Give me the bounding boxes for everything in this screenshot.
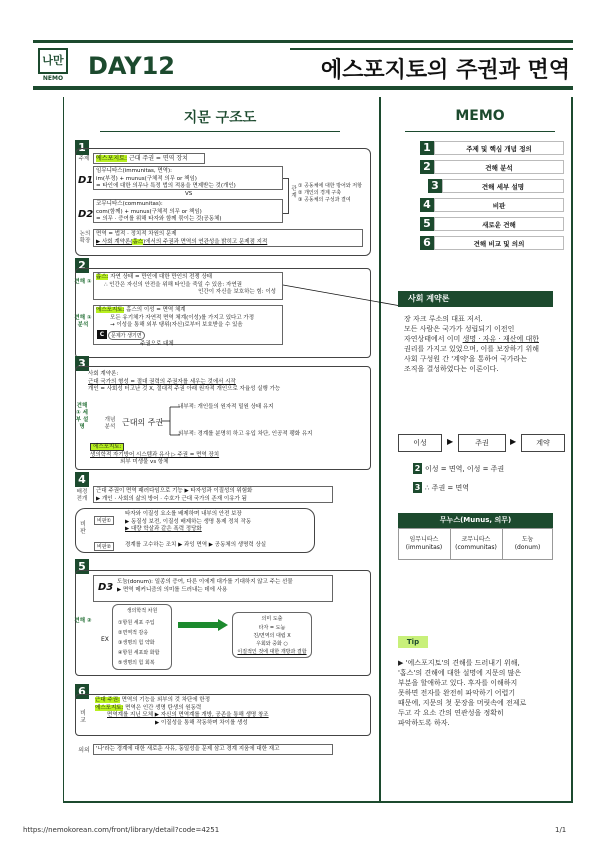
modern-sovereignty: 근대의 주권	[122, 418, 164, 427]
arrow-to-meaning	[178, 619, 228, 631]
compare-text: 근대 주권: 면역의 기능을 외부의 것 차단에 한정 에스포지토: 면역은 인간 생명 탄생의 원동력 면역계를 지닌 모체 ▶ 자신의 면역계를 개방, 공존을 통해 생명 창조 ▶ 이질성을 통해 작동하며 차이를 생성	[95, 697, 269, 726]
topic-box: 에스포지토: 근대 주권 = 면역 장치	[93, 153, 205, 164]
eq3-text: ∴ 주권 = 면역	[425, 484, 470, 492]
tip-text: ▶ '에스포지토'의 견해를 드러내기 위해, '홉스'의 견해에 대한 설명에 지문의 많은 부분을 할애하고 있다. 후자를 이해하지 못하면 전자를 완전히 파악하기 어렵기 때문에, 지문의 첫 문장을 머릿속에 전제로 두고 각 요소 간의 연관성을 정확히 파악하도록 하자.	[398, 659, 527, 727]
header-top-rule	[33, 40, 573, 43]
background-box: 근대 주권이 면역 패러다임으로 기능 ▶ 타자성과 이질성의 위험화 ▶ 개인 · 사회의 삶의 방어 · 수호가 근대 국가의 존재 이유가 됨	[93, 486, 333, 503]
vs-label: VS	[185, 191, 193, 197]
critique1-tag: 비판①	[94, 516, 114, 525]
relation-label: 관계	[291, 186, 297, 199]
compare-label: 비교	[80, 710, 86, 724]
flow-sovereignty: 주권	[458, 434, 506, 452]
section-4-badge: 4	[75, 472, 89, 487]
eq3-badge: 3	[414, 483, 421, 492]
internal-aspect: 내부적: 개인들의 원자적 밀원 상태 유지	[178, 404, 274, 410]
page-bottom-rule	[63, 801, 573, 803]
flow-arrow-1: ▶	[447, 437, 454, 446]
social-contract-title: 사회 계약론	[398, 291, 553, 307]
d1-label: D1	[78, 175, 94, 186]
logo-caption: NEMO	[42, 75, 64, 82]
structure-heading: 지문 구조도	[183, 110, 257, 126]
tip-badge: Tip	[398, 636, 428, 648]
munus-immunitas: 임무니타스 (immunitas)	[405, 536, 443, 551]
view1-detail-label: 견해 ① 세부 설명	[75, 403, 89, 430]
d3-label: D3	[98, 582, 114, 593]
social-contract-desc: 장 자크 루소의 대표 저서. 모든 사람은 국가가 성립되기 이전인 자연상태에서 이미 생명 · 자유 · 재산에 대한 권리를 가지고 있었으며, 이를 보장하기 위해 사회 구성원 간 '계약'을 통하여 국가라는 조직을 결성하였다는 이론이다.	[404, 315, 540, 373]
critique2-text: 경계를 고수하는 조치 ▶ 과잉 면역 ▶ 공동체의 생명력 상실	[125, 542, 267, 548]
flow-reason: 이성	[398, 434, 442, 452]
munus-title: 무누스(Munus, 의무)	[398, 513, 553, 528]
biomedical-steps: ①항원 세포 주입 ②면역적 감응 ③생명의 힘 약화 ④항원 세포와 화합 ⑤생명의 힘 회복	[118, 620, 160, 666]
issue-label: 논의 확장	[79, 231, 91, 244]
section-5-badge: 5	[75, 559, 89, 574]
biomedical-title: 생의학적 차원	[126, 608, 158, 614]
c-badge: C	[97, 330, 107, 339]
hobbes-box: 홉스: 자연 상태 = 만인에 대한 만인의 전쟁 상태 ∴ 인간은 자신의 안전을 위해 타인을 죽일 수 있음: 자연권 인간이 자신을 보호하는 힘: 이성	[93, 272, 283, 300]
relation-bracket	[283, 178, 289, 214]
d2-definition: 코무니타스(communitas): com(함께) + munus(구체적 의무 or 책임) = 의무 · 증여를 위해 타자와 함께 묶이는 것(공동체)	[93, 199, 283, 223]
concept-analysis-label: 개념 분석	[104, 417, 116, 430]
section-3-badge: 3	[75, 356, 89, 371]
critique1-text: 타자와 이질성 요소를 배제하며 내부의 안전 보장 ▶ 동질성 보전, 이질성 배제하는 생명 통제 정치 작동 ▶ 대량 학살과 같은 폭력 정당화	[125, 511, 252, 532]
esposito-immune-note: 에스포지토: 생의학적 자기방어 시스템과 유사 ▷ 주권 = 면역 장치 외부 미생물 vs 항체	[90, 444, 220, 465]
c-note: 문제가 생기면	[108, 331, 145, 340]
view1-analysis-label: 견해 ① 분석	[74, 315, 92, 328]
d1-definition: 임무니타스(immunitas, 면역): im(부정) + munus(구체적 의무 or 책임) = 타인에 대한 의무나 특정 법의 적용을 면제받는 것(개인)	[93, 166, 283, 190]
section-1-badge: 1	[75, 140, 89, 155]
significance-box: '나'라는 경계에 대한 새로운 사유, 동일성을 문제 삼고 경계 지움에 대한 재고	[93, 744, 333, 755]
nemo-logo	[38, 48, 68, 74]
d2-label: D2	[78, 209, 94, 220]
page-title: 에스포지토의 주권과 면역	[320, 58, 570, 83]
external-aspect: 외부적: 경계를 분명히 하고 유입 차단, 인공적 팽화 유지	[178, 431, 313, 437]
eq2-badge: 2	[414, 464, 421, 473]
d3-definition: 도눔(donum): 일종의 증여, 다른 이에게 대가를 기대하지 않고 주는 선물 ▶ 면역 메커니즘의 의미를 드러내는 데에 사용	[117, 579, 293, 593]
critique2-tag: 비판②	[94, 542, 114, 551]
significance-label: 의의	[78, 747, 90, 754]
meaning-items: 타자 = 도눔 친/면역의 대립 X 우회와 중화 ○ 이질적인 것에 대한 개방과 결합	[237, 625, 307, 655]
connector-social-contract	[283, 280, 408, 310]
footer-url[interactable]: https://nemokorean.com/front/library/detail?code=4251	[23, 826, 220, 834]
day-label: DAY12	[88, 52, 175, 80]
background-label: 배경 전개	[76, 489, 88, 502]
issue-box: 면역 = 법적 · 정치적 차원의 문제 ▶ 사회 계약론(홉스)에서의 주권과 면역의 연관성을 밝히고 문제점 지적	[93, 229, 363, 247]
flow-arrow-2: ▶	[510, 437, 517, 446]
view2-label: 견해 ②	[74, 618, 92, 624]
flow-contract: 계약	[521, 434, 565, 452]
section-6-badge: 6	[75, 684, 89, 699]
section-2-badge: 2	[75, 258, 89, 273]
eq2-text: 이성 = 면역, 이성 = 주권	[425, 465, 505, 473]
munus-communitas: 코무니타스 (communitas)	[455, 536, 497, 551]
munus-donum: 도눔 (donum)	[514, 536, 541, 551]
footer-page: 1/1	[555, 826, 567, 834]
critique-label: 비판	[80, 521, 86, 535]
memo-heading: MEMO	[455, 108, 505, 124]
logo-text: 나만	[42, 54, 64, 67]
example-label: EX	[101, 636, 109, 643]
right-panel-edge	[571, 97, 573, 802]
view1-label: 견해 ①	[74, 279, 92, 285]
meaning-title: 의미 도출	[261, 616, 283, 622]
replace-sovereignty: 주권으로 대체	[140, 341, 174, 347]
header-bottom-rule	[33, 86, 573, 90]
relation-list: ① 공동체에 대한 방어와 저항 ② 개인의 경계 구축 ③ 공동체의 구성과 결여	[298, 183, 362, 203]
esposito-reason-box: 에스포지토: 홉스의 이성 = 면역 체계 모든 유기체가 자연적 면역 체계(이성)를 가지고 있다고 가정 → 이성을 통해 외부 탱위(자신)로부터 보호받을 수 있음	[93, 305, 283, 345]
topic-label: 주제	[78, 156, 90, 162]
social-contract-text: 사회 계약론: 근대 국가의 형성 = 절대 권력의 주권자를 세우는 것에서 시작 개인 = 사회성 터고난 것 X, 절대적 주권 아래 원자적 개인으로 자율성 실행 가능	[88, 371, 281, 392]
